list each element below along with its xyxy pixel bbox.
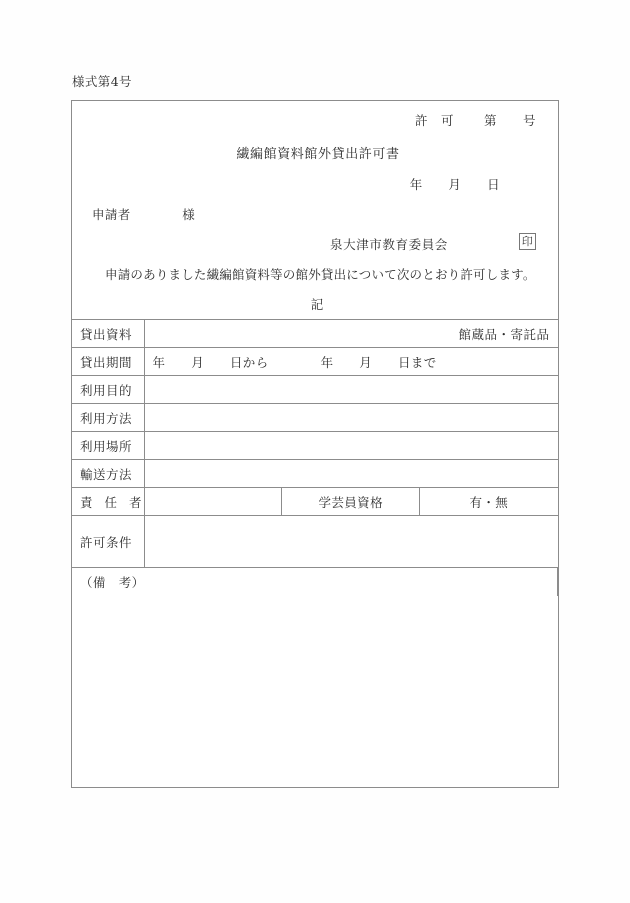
- permit-number-prefix: 第: [483, 113, 497, 128]
- row-label-purpose: 利用目的: [72, 376, 144, 404]
- issuer-line: [72, 235, 558, 255]
- period-to: 年 月 日まで: [320, 354, 437, 370]
- row-label-responsible-person: 責 任 者: [72, 488, 144, 516]
- applicant-line[interactable]: 申請者 様: [92, 207, 196, 222]
- table-row: [72, 432, 558, 460]
- document-title: 繊編館資料館外貸出許可書: [236, 147, 400, 162]
- permit-label: 許 可: [414, 113, 454, 128]
- period-from: 年 月 日から: [152, 354, 269, 370]
- row-label-permit-conditions: 許可条件: [72, 516, 144, 568]
- seal-stamp-box: 印: [519, 233, 536, 250]
- row-label-lending-period: 貸出期間: [72, 348, 144, 376]
- remarks-row: [72, 568, 558, 596]
- permit-form-frame: [71, 100, 559, 788]
- row-value-lending-materials[interactable]: 館蔵品・寄託品: [144, 320, 558, 348]
- table-row: [72, 376, 558, 404]
- table-row: [72, 488, 558, 516]
- form-header-area: [72, 101, 558, 319]
- curator-qualification-choice[interactable]: 有・無: [420, 488, 558, 516]
- row-value-purpose[interactable]: [144, 376, 558, 404]
- issuer-name: 泉大津市教育委員会: [330, 237, 448, 252]
- kiji-marker: 記: [310, 297, 324, 312]
- row-label-lending-materials: 貸出資料: [72, 320, 144, 348]
- permit-number-line: [415, 111, 536, 129]
- remarks-label[interactable]: （備 考）: [72, 568, 558, 596]
- permit-number-suffix: 号: [522, 113, 536, 128]
- row-value-responsible-person[interactable]: [144, 488, 282, 516]
- curator-qualification-label: 学芸員資格: [282, 488, 420, 516]
- table-row: [72, 348, 558, 376]
- row-value-usage-place[interactable]: [144, 432, 558, 460]
- row-label-transport-method: 輸送方法: [72, 460, 144, 488]
- table-row: [72, 460, 558, 488]
- row-label-usage-method: 利用方法: [72, 404, 144, 432]
- row-label-usage-place: 利用場所: [72, 432, 144, 460]
- permit-details-table: [72, 319, 558, 596]
- table-row: [72, 516, 558, 568]
- permission-statement: 申請のありました繊編館資料等の館外貸出について次のとおり許可します。: [105, 267, 536, 282]
- form-number-label: 様式第4号: [72, 74, 132, 89]
- table-row: [72, 320, 558, 348]
- row-value-transport-method[interactable]: [144, 460, 558, 488]
- table-row: [72, 404, 558, 432]
- row-value-permit-conditions[interactable]: [144, 516, 558, 568]
- row-value-lending-period[interactable]: [144, 348, 558, 376]
- issue-date-line[interactable]: 年 月 日: [409, 177, 500, 192]
- row-value-usage-method[interactable]: [144, 404, 558, 432]
